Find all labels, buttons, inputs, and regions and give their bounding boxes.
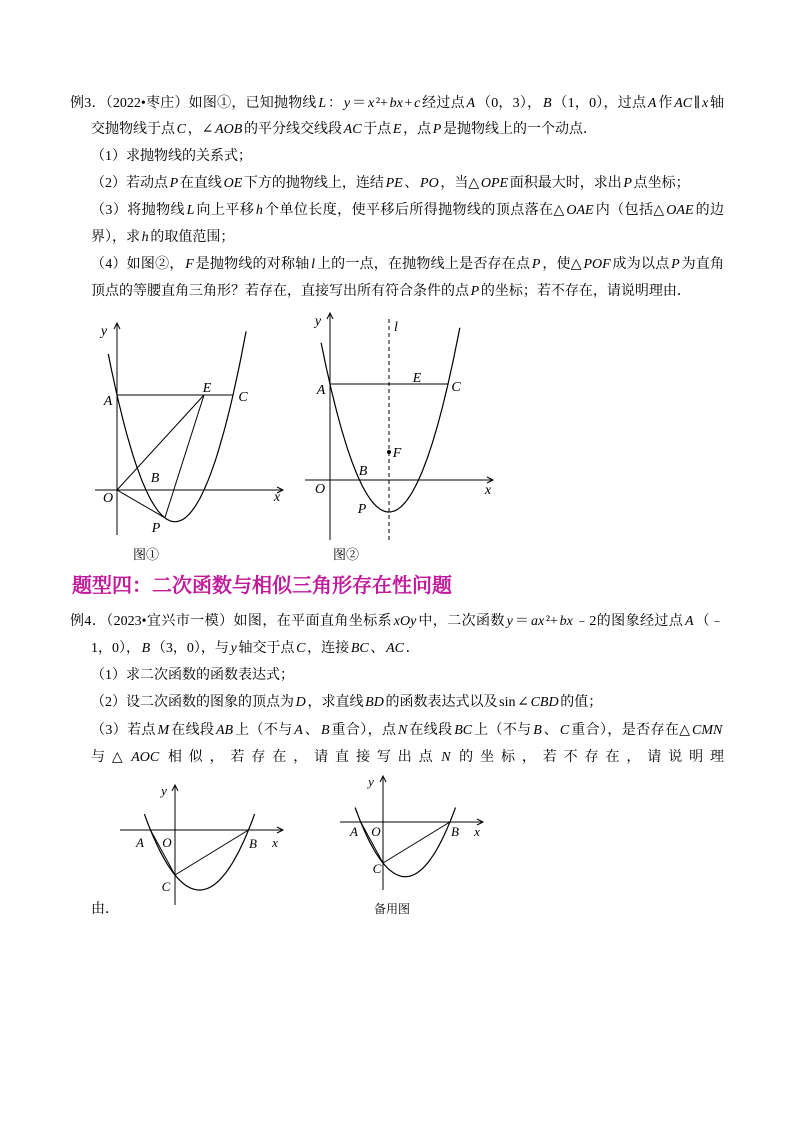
math-variable: bx	[389, 96, 403, 111]
math-variable: N	[441, 750, 451, 765]
example3-question-1: （1）求抛物线的关系式；	[91, 149, 252, 164]
example4-question-1: （1）求二次函数的函数表达式；	[91, 668, 294, 683]
label-point-a: A	[316, 383, 326, 398]
label-x-axis: x	[474, 824, 480, 839]
math-variable: P	[531, 257, 541, 272]
label-point-e: E	[412, 371, 422, 386]
math-variable: C	[296, 641, 306, 656]
math-variable: AC	[343, 122, 362, 137]
math-variable: B	[320, 723, 330, 738]
math-variable: OAE	[566, 203, 594, 218]
example4-question-3-line-3: 由．	[91, 902, 119, 917]
math-variable: M	[157, 723, 170, 738]
math-variable: A	[294, 723, 303, 738]
label-point-a: A	[103, 394, 113, 409]
label-y-axis: y	[368, 774, 374, 789]
label-line-l: l	[394, 320, 398, 335]
example4-question-3-line-1: （3）若点 M 在线段 AB 上（不与 A 、 B 重合），点 N 在线段 BC 上（不与 B 、 C 重合），是否存在△ CMN	[91, 723, 723, 738]
math-variable: ax	[530, 614, 545, 629]
example3-question-4-line-2: 顶点的等腰直角三角形？若存在，直接写出所有符合条件的点 P 的坐标；若不存在，请说明理由．	[91, 284, 691, 299]
math-variable: P	[432, 122, 442, 137]
math-variable: P	[623, 176, 632, 191]
label-x-axis: x	[273, 490, 281, 505]
parabola	[321, 328, 460, 512]
math-variable: A	[684, 614, 694, 629]
label-origin: O	[314, 482, 326, 497]
example4-question-3-line-2: 与△ AOC 相似，若存在，请直接写出点 N 的坐标，若不存在，请说明理	[91, 750, 724, 765]
math-variable: CMN	[692, 723, 723, 738]
label-x-axis: x	[272, 835, 278, 850]
math-variable: BC	[454, 723, 473, 738]
math-variable: y	[343, 96, 351, 111]
math-variable: xOy	[393, 614, 417, 629]
figure-3-diagram	[112, 778, 290, 908]
math-variable: AOC	[131, 750, 160, 765]
label-point-c: C	[451, 380, 461, 395]
math-variable: AOB	[215, 122, 243, 137]
math-variable: y	[506, 614, 513, 629]
math-variable: B	[542, 96, 552, 111]
example4-line-1: 例4．（2023•宜兴市一模）如图，在平面直角坐标系 xOy 中，二次函数 y ＝ ax ²+ bx ﹣2的图象经过点 A （﹣	[70, 614, 724, 629]
math-variable: L	[186, 203, 195, 218]
segment-op	[117, 490, 165, 518]
segment-bc	[175, 830, 249, 875]
math-variable: D	[295, 695, 306, 710]
math-variable: B	[533, 723, 542, 738]
example3-line-1: 例3．（2022•枣庄）如图①，已知抛物线 L ： y ＝ x ²+ bx + c 经过点 A （0，3）， B （1，0），过点 A 作 AC ∥ x 轴	[70, 96, 724, 111]
example4-line-2: 1，0）， B （3，0），与 y 轴交于点 C ，连接 BC 、 AC ．	[91, 641, 420, 656]
math-variable: AC	[674, 96, 693, 111]
section-heading: 题型四：二次函数与相似三角形存在性问题	[72, 573, 452, 597]
label-point-a: A	[350, 824, 358, 839]
label-y-axis: y	[100, 324, 108, 339]
figure-4-caption: 备用图	[373, 902, 410, 916]
math-variable: B	[141, 641, 151, 656]
math-variable: AB	[216, 723, 234, 738]
math-variable: bx	[559, 614, 573, 629]
label-origin: O	[102, 491, 114, 506]
parabola	[108, 331, 246, 521]
segment-ep	[165, 395, 204, 518]
figure-2-diagram	[300, 308, 500, 544]
math-variable: PO	[420, 176, 439, 191]
label-point-c: C	[372, 861, 382, 876]
label-point-c: C	[238, 390, 248, 405]
math-variable: OE	[223, 176, 243, 191]
label-point-b: B	[451, 824, 459, 839]
label-y-axis: y	[314, 314, 322, 329]
label-point-b: B	[358, 464, 368, 479]
example4-question-2: （2）设二次函数的图象的顶点为 D ，求直线 BD 的函数表达式以及 sin ∠ CBD 的值；	[91, 695, 603, 710]
math-variable: F	[185, 257, 194, 272]
math-variable: A	[647, 96, 657, 111]
math-variable: P	[671, 257, 680, 272]
math-variable: x	[701, 96, 709, 111]
math-variable: PE	[385, 176, 403, 191]
example3-question-3-line-1: （3）将抛物线 L 向上平移 h 个单位长度，使平移后所得抛物线的顶点落在△ OAE 内（包括△ OAE 的边	[91, 203, 724, 218]
label-point-c: C	[161, 879, 171, 894]
label-origin: O	[162, 835, 172, 850]
label-origin: O	[371, 824, 381, 839]
example3-question-3-line-2: 界），求 h 的取值范围；	[91, 230, 235, 245]
math-variable: OAE	[666, 203, 694, 218]
label-y-axis: y	[161, 783, 167, 798]
math-variable: P	[169, 176, 179, 191]
math-variable: h	[141, 230, 149, 245]
math-variable: N	[398, 723, 408, 738]
math-variable: l	[311, 257, 315, 272]
example3-question-2: （2）若动点 P 在直线 OE 下方的抛物线上，连结 PE 、 PO ，当△ OPE 面积最大时，求出 P 点坐标；	[91, 176, 690, 191]
label-point-b: B	[249, 836, 257, 851]
math-variable: P	[470, 284, 480, 299]
math-variable: h	[255, 203, 263, 218]
label-point-a: A	[136, 835, 144, 850]
example3-line-2: 交抛物线于点 C ，∠ AOB 的平分线交线段 AC 于点 E ，点 P 是抛物线上的一个动点．	[91, 122, 598, 137]
segment-bc	[383, 822, 450, 863]
label-point-e: E	[202, 381, 212, 396]
example3-question-4-line-1: （4）如图②， F 是抛物线的对称轴 l 上的一点，在抛物线上是否存在点 P ，使△ POF 成为以点 P 为直角	[91, 257, 724, 272]
math-variable: OPE	[480, 176, 509, 191]
label-point-p: P	[151, 521, 161, 536]
math-variable: x	[367, 96, 375, 111]
math-variable: POF	[583, 257, 611, 272]
math-variable: BD	[365, 695, 384, 710]
math-variable: CBD	[530, 695, 559, 710]
math-variable: E	[392, 122, 402, 137]
math-variable: C	[176, 122, 187, 137]
math-variable: AC	[386, 641, 404, 656]
figure-1-diagram	[88, 316, 294, 542]
math-variable: y	[230, 641, 237, 656]
figure-4-backup-diagram	[330, 768, 492, 894]
label-x-axis: x	[484, 483, 492, 498]
math-variable: L	[318, 96, 327, 111]
point-f-dot	[387, 450, 391, 454]
figure-1-caption: 图①	[132, 547, 159, 562]
label-point-p: P	[357, 502, 367, 517]
segment-oe	[117, 395, 204, 490]
math-variable: BC	[350, 641, 369, 656]
parabola	[355, 808, 455, 877]
math-variable: A	[466, 96, 476, 111]
math-function: sin	[499, 695, 516, 710]
math-variable: c	[414, 96, 421, 111]
label-point-b: B	[150, 471, 160, 486]
label-point-f: F	[392, 446, 402, 461]
figure-2-caption: 图②	[332, 547, 359, 562]
math-variable: C	[559, 723, 570, 738]
